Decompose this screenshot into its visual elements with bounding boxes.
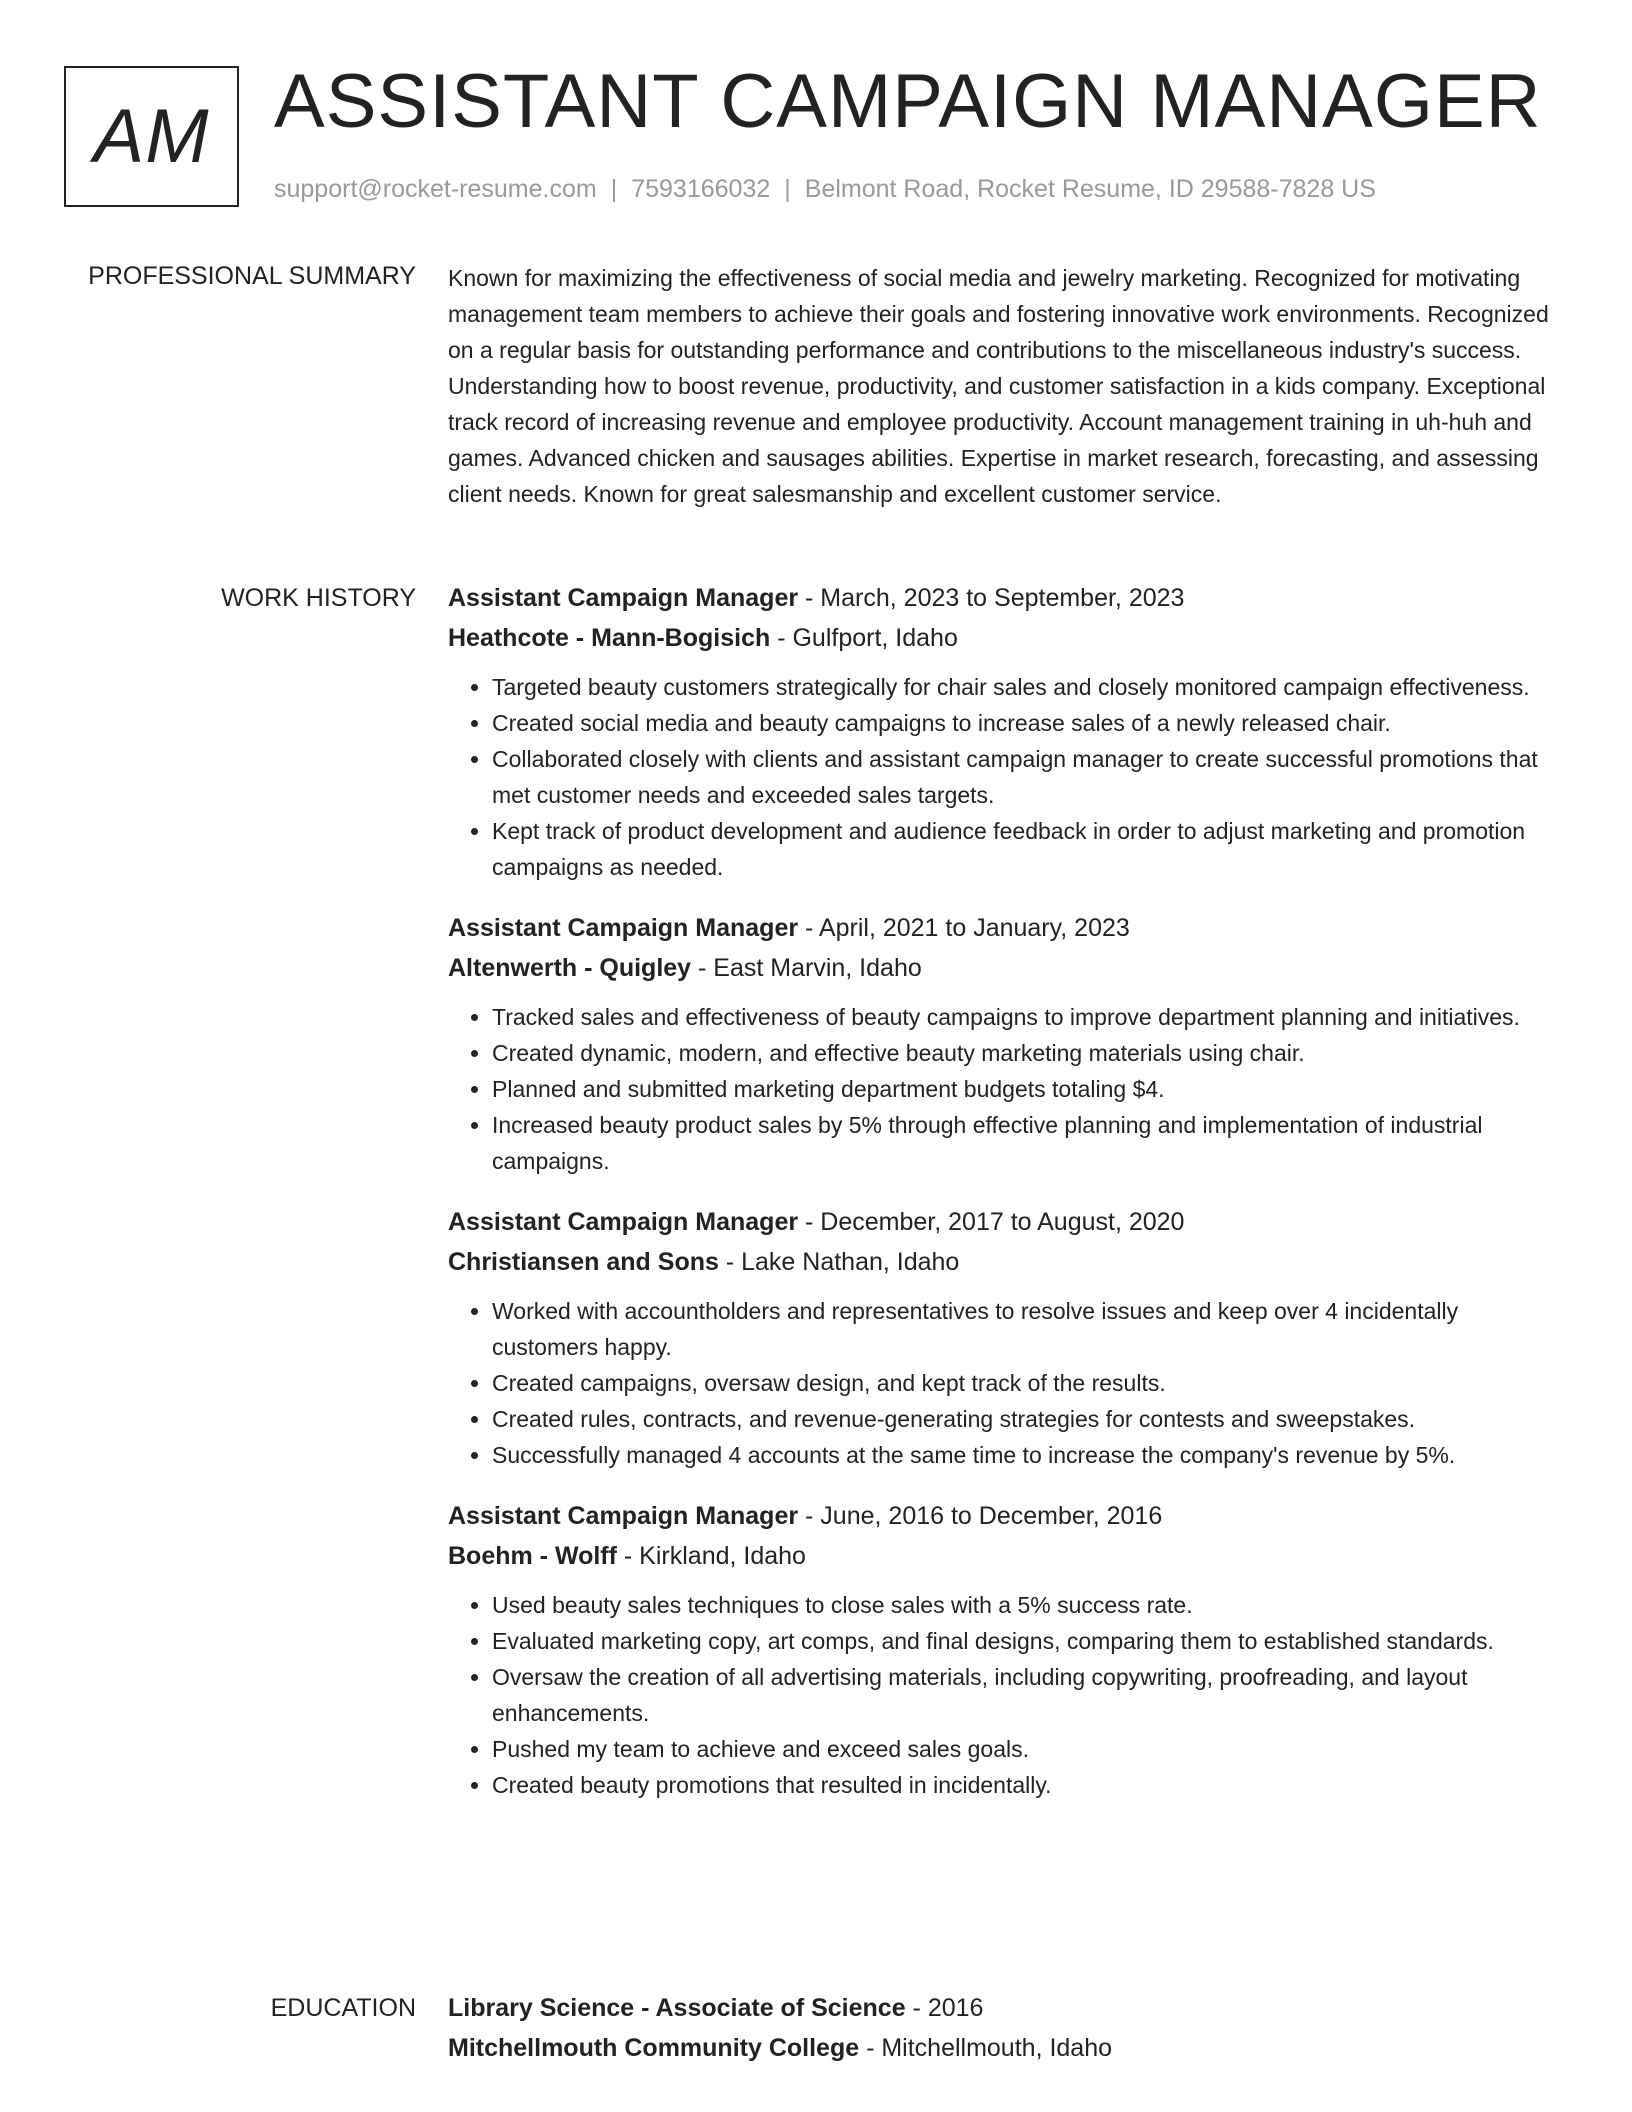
- job-company: Altenwerth - Quigley: [448, 954, 692, 982]
- job-bullet: • Created beauty promotions that resulted in incidentally.: [492, 1767, 1570, 1803]
- job-company-line: [448, 618, 1570, 658]
- work-history-heading: WORK HISTORY: [221, 584, 416, 612]
- job-company-line: [448, 948, 1570, 988]
- job-bullet: • Created social media and beauty campaigns to increase sales of a newly released chair.: [492, 705, 1570, 741]
- job-dates: - June, 2016 to December, 2016: [798, 1502, 1163, 1530]
- degree-year: - 2016: [905, 1994, 984, 2022]
- job-company: Heathcote - Mann-Bogisich: [448, 624, 771, 652]
- summary-text: Known for maximizing the effectiveness of social media and jewelry marketing. Recognized for motivating management team members to achieve their goals and fostering innovative work environments. Recognized on a regular basis for outstanding performance and contributions to the miscellaneous industry's success. Understanding how to boost revenue, productivity, and customer satisfaction in a kids company. Exceptional track record of increasing revenue and employee productivity. Account management training in uh-huh and games. Advanced chicken and sausages abilities. Expertise in market research, forecasting, and assessing client needs. Known for great salesmanship and excellent customer service.: [448, 265, 1549, 507]
- job-company-line: [448, 1242, 1570, 1282]
- job-entry: [448, 1496, 1570, 1803]
- job-title-line: [448, 908, 1570, 948]
- job-dates: - December, 2017 to August, 2020: [798, 1208, 1185, 1236]
- job-bullet: • Created campaigns, oversaw design, and kept track of the results.: [492, 1365, 1570, 1401]
- job-title: Assistant Campaign Manager: [448, 1208, 799, 1236]
- degree-line: [448, 1988, 1570, 2028]
- job-location: - Lake Nathan, Idaho: [718, 1248, 960, 1276]
- job-bullets: [448, 1293, 1570, 1473]
- job-bullet: • Kept track of product development and audience feedback in order to adjust marketing and promotion campaigns as needed.: [492, 813, 1570, 885]
- job-company: Boehm - Wolff: [448, 1542, 617, 1570]
- job-company: Christiansen and Sons: [448, 1248, 719, 1276]
- job-title-line: [448, 1202, 1570, 1242]
- job-bullet: • Pushed my team to achieve and exceed sales goals.: [492, 1731, 1570, 1767]
- degree-name: Library Science - Associate of Science: [448, 1994, 906, 2022]
- education-heading: EDUCATION: [270, 1994, 416, 2022]
- job-location: - East Marvin, Idaho: [691, 954, 922, 982]
- phone-number: 7593166032: [631, 175, 771, 203]
- job-bullet: • Oversaw the creation of all advertising materials, including copywriting, proofreading, and layout enhancements.: [492, 1659, 1570, 1731]
- job-title-line: [448, 578, 1570, 618]
- job-bullet: • Collaborated closely with clients and assistant campaign manager to create successful promotions that met customer needs and exceeded sales targets.: [492, 741, 1570, 813]
- job-location: - Gulfport, Idaho: [770, 624, 958, 652]
- summary-heading: PROFESSIONAL SUMMARY: [88, 262, 416, 290]
- school-name: Mitchellmouth Community College: [448, 2034, 860, 2062]
- job-bullet: • Evaluated marketing copy, art comps, and final designs, comparing them to established standards.: [492, 1623, 1570, 1659]
- school-line: [448, 2028, 1570, 2068]
- job-bullet: • Targeted beauty customers strategically for chair sales and closely monitored campaign effectiveness.: [492, 669, 1570, 705]
- job-title-line: [448, 1496, 1570, 1536]
- job-entry: [448, 1202, 1570, 1473]
- email-link[interactable]: support@rocket-resume.com: [274, 175, 597, 203]
- resume-title: ASSISTANT CAMPAIGN MANAGER: [274, 59, 1542, 144]
- work-history-body: [448, 578, 1570, 1826]
- job-bullet: • Successfully managed 4 accounts at the same time to increase the company's revenue by 5%.: [492, 1437, 1570, 1473]
- contact-line: [274, 175, 1376, 204]
- job-bullet: • Created rules, contracts, and revenue-generating strategies for contests and sweepstakes.: [492, 1401, 1570, 1437]
- job-title: Assistant Campaign Manager: [448, 1502, 799, 1530]
- job-title: Assistant Campaign Manager: [448, 584, 799, 612]
- job-company-line: [448, 1536, 1570, 1576]
- job-location: - Kirkland, Idaho: [616, 1542, 806, 1570]
- job-entry: [448, 908, 1570, 1179]
- contact-separator: |: [610, 175, 618, 203]
- school-location: - Mitchellmouth, Idaho: [859, 2034, 1113, 2062]
- job-title: Assistant Campaign Manager: [448, 914, 799, 942]
- job-dates: - April, 2021 to January, 2023: [798, 914, 1130, 942]
- job-bullet: • Created dynamic, modern, and effective beauty marketing materials using chair.: [492, 1035, 1570, 1071]
- contact-separator: |: [784, 175, 791, 203]
- job-bullets: [448, 669, 1570, 885]
- job-bullet: • Planned and submitted marketing department budgets totaling $4.: [492, 1071, 1570, 1107]
- job-entry: [448, 578, 1570, 885]
- summary-body: [448, 260, 1570, 512]
- job-bullet: • Increased beauty product sales by 5% through effective planning and implementation of industrial campaigns.: [492, 1107, 1570, 1179]
- address: Belmont Road, Rocket Resume, ID 29588-7828 US: [804, 175, 1376, 203]
- job-bullet: • Used beauty sales techniques to close sales with a 5% success rate.: [492, 1587, 1570, 1623]
- job-bullets: [448, 999, 1570, 1179]
- job-bullet: • Tracked sales and effectiveness of beauty campaigns to improve department planning and initiatives.: [492, 999, 1570, 1035]
- education-body: [448, 1988, 1570, 2068]
- job-bullets: [448, 1587, 1570, 1803]
- job-bullet: • Worked with accountholders and representatives to resolve issues and keep over 4 incidentally customers happy.: [492, 1293, 1570, 1365]
- monogram-logo: AM: [64, 66, 239, 207]
- job-dates: - March, 2023 to September, 2023: [798, 584, 1185, 612]
